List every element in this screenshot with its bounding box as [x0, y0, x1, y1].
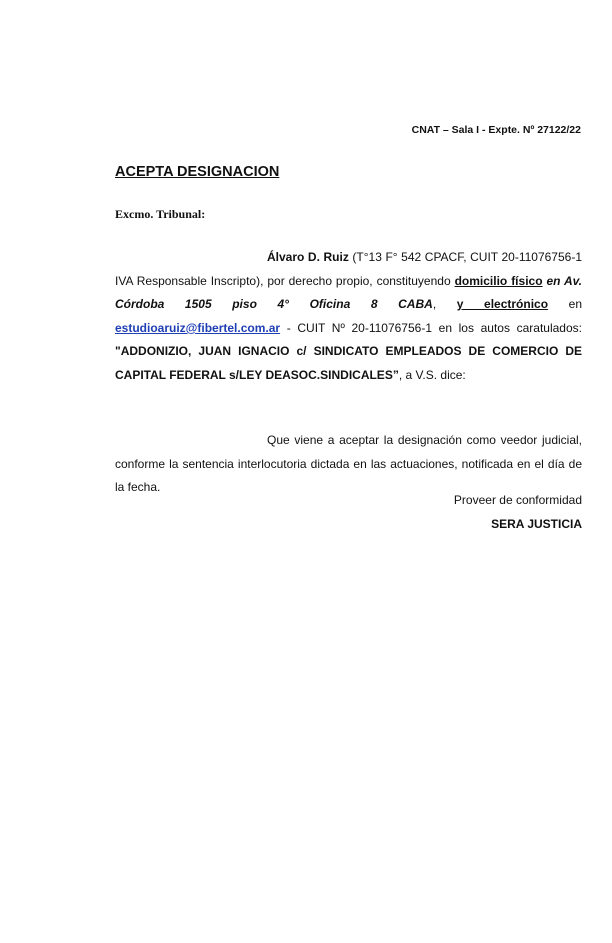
case-reference: CNAT – Sala I - Expte. Nº 27122/22 — [411, 124, 581, 136]
author-credentials: (T°13 F° 542 CPACF, CUIT 20-11076756-1 IVA Responsable Inscripto), por derecho propio, constituyendo — [115, 250, 582, 288]
paragraph-closing-text: , a V.S. dice: — [398, 367, 466, 382]
acceptance-text: Que viene a aceptar la designación como veedor judicial, conforme la sentencia interlocutoria dictada en las actuaciones, notificada en el día de la fecha. — [115, 433, 582, 495]
electronic-domicile-label: y electrónico — [456, 297, 549, 312]
physical-domicile-label: domicilio físico — [454, 273, 543, 288]
body-paragraph-1 — [115, 246, 582, 388]
salutation: Excmo. Tribunal: — [115, 207, 206, 221]
closing-line-1: Proveer de conformidad — [453, 493, 582, 507]
cuit-text: - CUIT Nº 20-11076756-1 en los autos caratulados: — [280, 320, 582, 335]
case-title: "ADDONIZIO, JUAN IGNACIO c/ SINDICATO EMPLEADOS DE COMERCIO DE CAPITAL FEDERAL s/LEY DEASOC.SINDICALES” — [115, 344, 582, 382]
separator-en: en — [548, 297, 582, 312]
closing-block — [454, 489, 582, 536]
separator-comma: , — [432, 297, 457, 312]
author-name: Álvaro D. Ruiz — [267, 250, 349, 264]
physical-address: en Av. Córdoba 1505 piso 4° Oficina 8 CABA — [115, 273, 583, 312]
document-title: ACEPTA DESIGNACION — [115, 164, 280, 180]
email-link[interactable]: estudioaruiz@fibertel.com.ar — [115, 320, 281, 335]
closing-line-2: SERA JUSTICIA — [491, 516, 582, 531]
